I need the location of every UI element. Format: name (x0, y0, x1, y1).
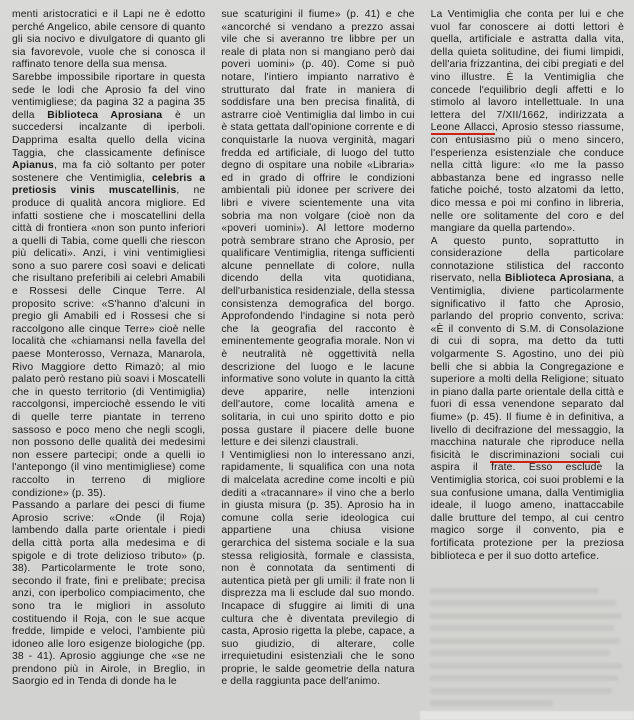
bleed-through-line (430, 638, 620, 644)
bleed-through-line (430, 650, 610, 656)
paragraph (221, 450, 414, 689)
paragraph (12, 72, 205, 500)
text-column-2 (221, 9, 414, 720)
bold-text: Apianus (12, 160, 54, 172)
body-text: , ma fa ciò soltanto per poter sostenere che Ventimiglia, (12, 160, 206, 184)
body-text: La Ventimiglia che conta per lui e che vuol far conoscere ai dotti lettori è quella, artificiale e astratta dalla vita, della quieta solitudine, dei fiumi limpidi, dell'aria frizzantina, dei cibi pregiati e del vino illustre. È la Ventimiglia che concede l'equilibrio degli affetti e lo stimolo al lavoro intellettuale. In una lettera del 7/XII/1662, indirizzata a (430, 9, 624, 121)
scan-edge-highlight (420, 711, 634, 720)
text-column-1 (12, 9, 205, 720)
bleed-through-line (430, 625, 614, 631)
body-text: cui aspira il frate. Esso esclude la Ventimiglia storica, coi suoi problemi e la sua confusione umana, dalla Ventimiglia ideale, il luogo ameno, inattaccabile dalle brutture del tempo, al cui centro magico sorge il convento, pia e fortificata protezione per la preziosa biblioteca e per il suo dotto artefice. (430, 449, 624, 562)
bleed-through-line (430, 675, 618, 681)
body-text: A questo punto, soprattutto in considerazione della particolare connotazione stilistica del racconto riservato, nella (430, 235, 624, 285)
red-underlined-text: discriminazioni sociali (489, 449, 600, 461)
body-text: Sarebbe impossibile riportare in questa sede le lodi che Aprosio fa del vino ventimigliese; da pagina 32 a pagina 35 della (12, 71, 206, 121)
paragraph (12, 500, 205, 689)
paragraph (12, 9, 205, 72)
body-text: Passando a parlare dei pesci di fiume Aprosio scrive: «Onde (il Roja) lambendo dalla parte orientale i piedi della città porta alla medesima e di spigole e di trote delizioso tributo» (p. 38). Particolarmente le trote sono, secondo il frate, fini e prelibate; precisa anzi, con iperbolico compiacimento, che sono tra le migliori in assoluto costituendo il Roja, con le sue acque fredde, limpide e veloci, l'ambiente più idoneo alle loro esigenze biologiche (pp. 38 - 41). Aprosio aggiunge che «se ne prendono più in Airole, in Breglio, in Saorgio ed in Tenda di donde ha le (12, 500, 206, 688)
paragraph (221, 9, 414, 450)
bleed-through-line (430, 613, 622, 619)
bold-text: celebris a pretiosis vinis muscatellinis (12, 172, 206, 197)
body-text: , a Ventimiglia, diviene particolarmente significativo il fatto che Aprosio, parlando del proprio convento, scriva: «È il convento di S.M. di Consolazione di cui di sopra, ma detto da tutti volgarmente S. Agostino, uno dei più belli che si abbia la Congregazione e superiore a molti della Religione; situato in piano dalla parte orientale della città e fuori di essa venendone separato dal fiume» (p. 45). Il fiume è in definitiva, a livello di decifrazione del messaggio, la macchina naturale che riproduce nella fisicità le (430, 273, 624, 461)
body-text: è un succedersi incalzante di iperboli. Dapprima esalta quello della vicina Taggia, che classicamente definisce (12, 109, 206, 159)
body-text: sue scaturigini il fiume» (p. 41) e che «ancorché si vendano a prezzo assai vile che si averanno tre libbre per un reale di plata non si mangiano però dai poveri uomini» (p. 40). Come si può notare, l'intiero impianto narrativo è strutturato dal frate in maniera di soddisfare una ben precisa finalità, di astrarre cioè Ventimiglia dal limbo in cui è stata gettata dall'opinione corrente e di conquistarle la nuova verginità, magari fredda ed artificiale, di luogo del tutto degno di ospitare una nobile «Libraria» ed in grado di offrire le condizioni ambientali più idonee per scrivere dei libri e vivere scientemente una vita sobria ma non volgare (cioè non da «poveri uomini»). Al lettore moderno potrà sembrare strano che Aprosio, per qualificare Ventimiglia, ritenga sufficienti alcune pennellate di colore, nulla dicendo della vita quotidiana, dell'urbanistica residenziale, della stessa consistenza demografica del borgo. Approfondendo l'indagine si nota però che la geografia del racconto è eminentemente geografia morale. Non vi è neutralità nè oggettività nella descrizione del luogo e le lacune informative sono volute in quanto la città deve apparire, nelle intenzioni dell'autore, come località amena e solitaria, in cui uno spirito dotto e pio possa gustare il piacere delle buone letture e dei silenzi claustrali. (221, 9, 415, 449)
bleed-through-line (430, 688, 612, 694)
bleed-through-line (430, 588, 599, 594)
bleed-through-line (430, 700, 553, 706)
body-text: , ne produce di qualità ancora migliore. Ed infatti sostiene che i moscatellini della città di frontiera «non son punto inferiori a quelli di Tabia, come quelli che riescon più delicati». Anzi, i vini ventimigliesi sono a suo parere così soavi e delicati che risultano preferibili ai celebri Amabili e Rossesi delle Cinque Terre. Al proposito scrive: «S'hanno d'alcuni in pregio gli Amabili ed i Rossesi che si raccolgono alle cinque Terre» cioè nelle località che «chiamansi nella favella del paese Monterosso, Vernaza, Manarola, Rivo Maggiore detto Rimazò; al mio palato però restano più soavi i Moscatelli che in questo territorio (di Ventimiglia) raccolgonsi, imperciochè essendo le viti di quelle terre piantate in terreno sassoso e poco meno che negli scogli, non possono delle qualità dei medesimi non essere partecipi; onde a quelli io l'antepongo (il vino mentimigliese) come raccolto in terreno di migliore condizione» (p. 35). (12, 185, 206, 499)
bleed-through-line (430, 600, 616, 606)
bold-text: Biblioteca Aprosiana (47, 109, 163, 121)
bleed-through-line (430, 663, 622, 669)
body-text: I Ventimigliesi non lo interessano anzi, rapidamente, li squalifica con una nota di malcelata acredine come incolti e più dediti a «tracannare» il vino che a berlo in giusta misura (p. 35). Aprosio ha in comune colla serie ideologica cui appartiene una chiusa visione gerarchica del sistema sociale e la sua stessa religiosità, formale e classista, non è connotata da sentimenti di autentica pietà per gli umili: il frate non li disprezza ma li esclude dal suo mondo. Incapace di sfuggire ai limiti di una cultura che è diventata previlegio di casta, Aprosio rigetta la plebe, capace, a suo giudizio, di alterare, colle irrequietudini esistenziali che le sono proprie, le salde geometrie della natura e della raggiunta pace dell'animo. (221, 449, 415, 688)
paragraph (431, 236, 624, 563)
red-underlined-text: Leone Allacci (430, 122, 496, 134)
paragraph (431, 9, 624, 236)
body-text: menti aristocratici e il Lapi ne è edotto perché Angelico, abile censore di quanto gli sia nocivo e divulgatore di quanto gli sia favorevole, vuole che si conosca il raffinato tenore della sua mensa. (12, 9, 206, 71)
body-text: , Aprosio stesso riassume, con entusiasmo più o meno sincero, l'esperienza esistenziale che conduce nella città ligure: «Io me la passo abbastanza bene ed ingrasso nelle fatiche poiché, tosto alzatomi da letto, dico messa e poi mi confino in libreria, nelle ore solitamente del coro e del mangiare da quella partendo». (430, 122, 624, 235)
bold-text: Biblioteca Aprosiana (504, 273, 612, 285)
bleed-through-text (430, 588, 622, 706)
